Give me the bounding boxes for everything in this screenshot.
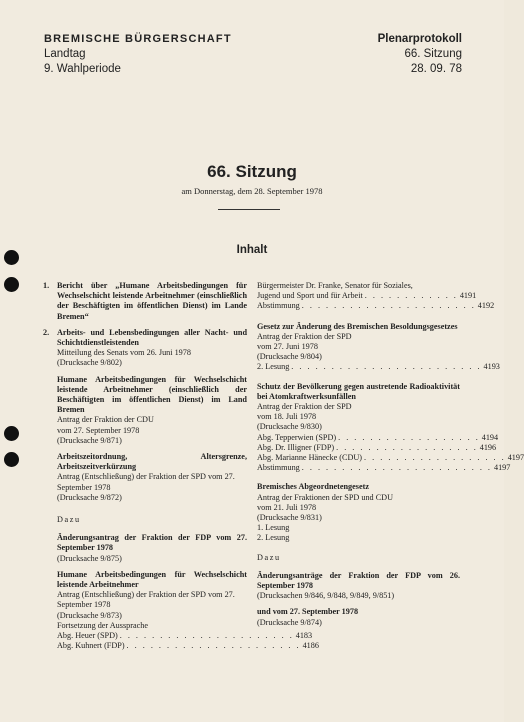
speaker-entry: [257, 291, 477, 301]
speaker-entry: [257, 432, 499, 443]
vote-entry: [257, 463, 511, 473]
speaker-block: [257, 281, 495, 312]
motion-block: [43, 533, 247, 564]
motion-line: Antrag (Entschließung) der Fraktion der SPD vom 27. September 1978: [57, 590, 235, 610]
item-line: Mitteilung des Senats vom 26. Juni 1978: [57, 348, 191, 358]
motion-line: Antrag der Fraktion der CDU: [57, 415, 154, 425]
page-title: 66. Sitzung: [207, 162, 297, 181]
motion-title: Arbeitszeitordnung, Altersgrenze, Arbeitszeitverkürzung: [57, 452, 247, 472]
right-column: [257, 281, 524, 634]
item-title: Bericht über „Humane Arbeitsbedingungen für Wechselschicht leistende Arbeitnehmer (einschließlich der Beschäftigten im öffentlichen Dienst) im Lande Bremen“: [57, 281, 247, 321]
punch-hole: [4, 452, 19, 467]
item-line: (Drucksache 9/802): [57, 358, 122, 368]
dazu-label: Dazu: [57, 515, 81, 525]
motion-title: Bremisches Abgeordnetengesetz: [257, 482, 369, 492]
leader-dots: . . . . . . . . . . . . . . . . . . . . . .: [301, 301, 476, 311]
punch-hole: [4, 277, 19, 292]
motion-line: (Drucksache 9/871): [57, 435, 122, 445]
page-number: 4186: [302, 641, 319, 651]
page-number: 4197: [493, 463, 511, 473]
motion-block: [257, 321, 500, 373]
motion-line: Antrag der Fraktion der SPD: [257, 331, 352, 341]
vote-label: Abstimmung: [257, 463, 300, 473]
reading-entry: [257, 362, 500, 372]
motion-title: Änderungsantrag der Fraktion der FDP vom 27. September 1978: [57, 533, 247, 553]
motion-title: Gesetz zur Änderung des Bremischen Besoldungsgesetzes: [257, 321, 458, 331]
org-name: BREMISCHE BÜRGERSCHAFT: [44, 33, 232, 45]
page-number: 4193: [483, 362, 500, 372]
page-number: 4183: [295, 631, 313, 641]
leader-dots: . . . . . . . . . . . . . . . . . . . . . . . .: [301, 463, 492, 473]
header-right: [378, 32, 462, 77]
contents-heading: Inhalt: [236, 244, 268, 256]
speaker-name: Abg. Kuhnert (FDP): [57, 641, 125, 651]
leader-dots: . . . . . . . . . . . . . . . . . . . . . .: [119, 631, 294, 641]
motion-block: [257, 381, 524, 474]
motion-line: 2. Lesung: [257, 533, 290, 543]
leader-dots: . . . . . . . . . . . . . . . . . .: [364, 453, 506, 463]
motion-block: [43, 375, 247, 446]
motion-line: vom 21. Juli 1978: [257, 502, 317, 512]
motion-line: (Drucksache 9/830): [257, 422, 322, 432]
motion-line: (Drucksache 9/831): [257, 513, 322, 523]
leader-dots: . . . . . . . . . . . . . . . . . .: [336, 442, 478, 452]
motion-title: und vom 27. September 1978: [257, 607, 359, 617]
page-subtitle: am Donnerstag, dem 28. September 1978: [181, 186, 323, 196]
motion-line: 1. Lesung: [257, 523, 290, 533]
punch-hole: [4, 426, 19, 441]
agenda-item-2: [43, 328, 247, 369]
speaker-entry: [257, 442, 497, 453]
motion-line: Antrag (Entschließung) der Fraktion der SPD vom 27. September 1978: [57, 472, 235, 492]
page-number: 4196: [479, 442, 497, 452]
speaker-entry: [257, 453, 524, 463]
motion-line: (Drucksache 9/804): [257, 352, 322, 362]
agenda-item-1: [43, 281, 247, 322]
motion-line: Antrag der Fraktion der SPD: [257, 402, 352, 412]
motion-line: (Drucksache 9/874): [257, 617, 322, 627]
speaker-name: Bürgermeister Dr. Franke, Senator für Soziales,: [257, 281, 413, 290]
legislative-period: 9. Wahlperiode: [44, 63, 121, 75]
motion-block: [257, 607, 460, 627]
page-number: 4191: [459, 291, 477, 301]
speaker-name: Jugend und Sport und für Arbeit: [257, 291, 363, 301]
motion-line: Antrag der Fraktionen der SPD und CDU: [257, 492, 393, 502]
leader-dots: . . . . . . . . . . . . . . . . . .: [338, 432, 480, 442]
motion-line: (Drucksachen 9/846, 9/848, 9/849, 9/851): [257, 591, 395, 601]
vote-entry: [257, 301, 495, 311]
vote-label: Abstimmung: [257, 301, 300, 311]
motion-block: [257, 571, 460, 602]
speaker-name: Abg. Heuer (SPD): [57, 631, 118, 641]
speaker-name: Abg. Tepperwien (SPD): [257, 432, 337, 442]
motion-line: vom 18. Juli 1978: [257, 412, 317, 422]
parliament-name: Landtag: [44, 48, 86, 60]
motion-line: (Drucksache 9/873): [57, 610, 122, 620]
motion-line: (Drucksache 9/872): [57, 492, 122, 502]
motion-block: [43, 452, 247, 503]
speaker-name: Abg. Marianne Hänecke (CDU): [257, 453, 363, 463]
motion-line: vom 27. Juni 1978: [257, 342, 318, 352]
motion-title: Humane Arbeitsbedingungen für Wechselschicht leistende Arbeitnehmer: [57, 569, 247, 590]
motion-block: [257, 482, 460, 543]
session-date: 28. 09. 78: [410, 63, 462, 75]
session-number: 66. Sitzung: [404, 48, 462, 60]
motion-title: Schutz der Bevölkerung gegen austretende Radioaktivität bei Atomkraftwerksunfällen: [257, 381, 460, 401]
leader-dots: . . . . . . . . . . . . . . . . . . . . . . . .: [291, 362, 482, 372]
speaker-entry: [57, 631, 313, 641]
item-number: 1.: [43, 281, 50, 290]
speaker-name: Abg. Dr. Illigner (FDP): [257, 442, 335, 452]
page-number: 4194: [481, 432, 499, 442]
motion-title: Humane Arbeitsbedingungen für Wechselschicht leistende Arbeitnehmer (einschließlich der Beschäftigten im öffentlichen Dienst) im Land Bremen: [57, 374, 247, 415]
item-number: 2.: [43, 327, 50, 337]
header-left: [44, 32, 232, 77]
item-title: Arbeits- und Lebensbedingungen aller Nacht- und Schichtdienstleistenden: [57, 327, 247, 348]
motion-title: Änderungsanträge der Fraktion der FDP vom 26. September 1978: [257, 570, 460, 591]
leader-dots: . . . . . . . . . . . .: [364, 291, 458, 301]
leader-dots: . . . . . . . . . . . . . . . . . . . . . .: [126, 641, 301, 651]
divider: [218, 209, 280, 210]
page-number: 4197: [507, 453, 524, 463]
dazu-label: Dazu: [257, 552, 281, 562]
speaker-entry: [57, 641, 319, 651]
page-number: 4192: [477, 301, 495, 311]
document-type: Plenarprotokoll: [377, 33, 462, 45]
motion-line: Fortsetzung der Aussprache: [57, 620, 148, 630]
motion-line: vom 27. September 1978: [57, 425, 140, 435]
reading-label: 2. Lesung: [257, 362, 290, 372]
motion-line: (Drucksache 9/875): [57, 553, 122, 563]
